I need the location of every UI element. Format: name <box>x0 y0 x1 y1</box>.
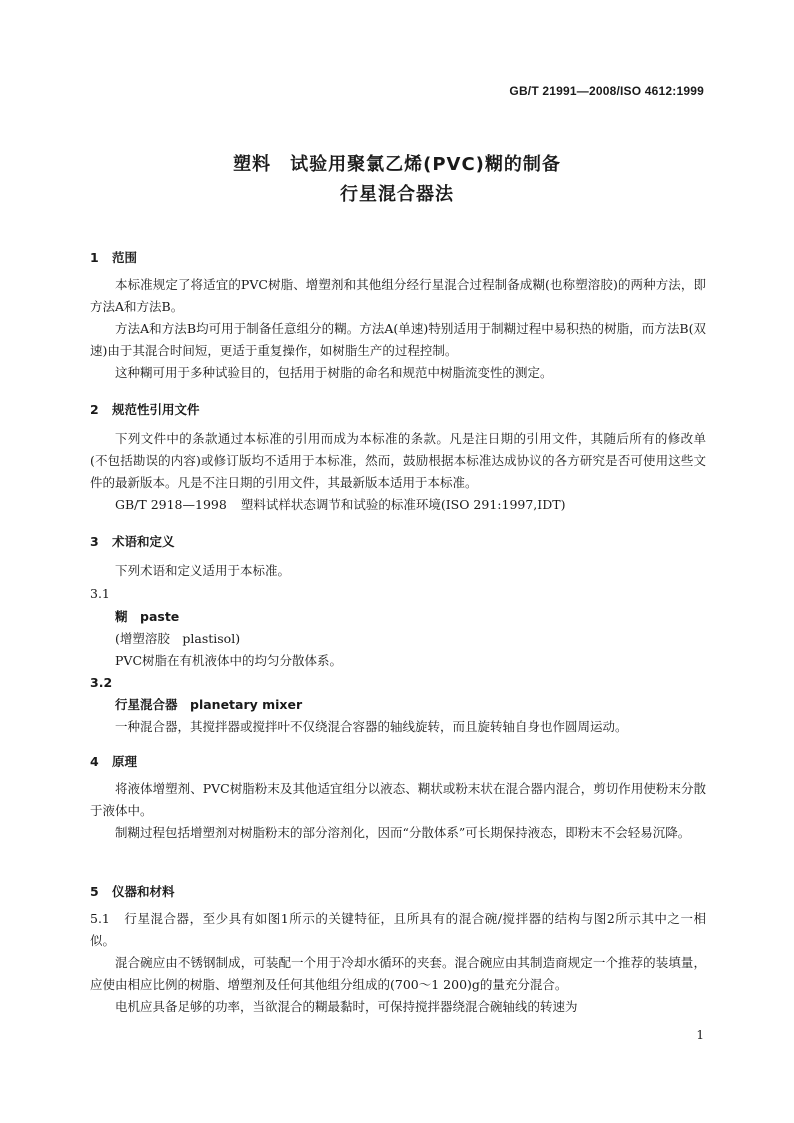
section-title: 规范性引用文件 <box>112 402 200 417</box>
paragraph: 方法A和方法B均可用于制备任意组分的糊。方法A(单速)特别适用于制糊过程中易积热的树脂，而方法B(双速)由于其混合时间短，更适于重复操作，如树脂生产的过程控制。 <box>90 321 706 358</box>
section-title: 仪器和材料 <box>112 884 175 899</box>
term-heading: 行星混合器 planetary mixer <box>115 697 303 712</box>
paragraph: 混合碗应由不锈钢制成，可装配一个用于冷却水循环的夹套。混合碗应由其制造商规定一个推荐的装填量，应使由相应比例的树脂、增塑剂及任何其他组分组成的(700～1 200)g的量充分混合。 <box>90 955 706 992</box>
section-number: 5 <box>90 884 99 899</box>
paragraph: 下列文件中的条款通过本标准的引用而成为本标准的条款。凡是注日期的引用文件，其随后所有的修改单(不包括勘误的内容)或修订版均不适用于本标准，然而，鼓励根据本标准达成协议的各方研究是否可使用这些文件的最新版本。凡是不注日期的引用文件，其最新版本适用于本标准。 <box>90 431 706 490</box>
standard-code: GB/T 21991—2008/ISO 4612:1999 <box>509 84 704 98</box>
section-4-heading <box>90 752 137 770</box>
normative-reference <box>115 494 731 516</box>
clause-number: 3.2 <box>90 675 113 690</box>
term-synonym: (增塑溶胶 plastisol) <box>115 631 241 646</box>
term-definition: 一种混合器，其搅拌器或搅拌叶不仅绕混合容器的轴线旋转，而且旋转轴自身也作圆周运动。 <box>115 719 628 734</box>
clause-5-1 <box>90 908 706 952</box>
section-number: 3 <box>90 534 99 549</box>
document-subtitle: 行星混合器法 <box>340 184 454 205</box>
paragraph: 电机应具备足够的功率，当欲混合的糊最黏时，可保持搅拌器绕混合碗轴线的转速为 <box>115 999 578 1014</box>
page-number: 1 <box>696 1028 704 1042</box>
paragraph: 制糊过程包括增塑剂对树脂粉末的部分溶剂化，因而“分散体系”可长期保持液态，即粉末不会轻易沉降。 <box>115 825 691 840</box>
clause-number: 5.1 <box>90 911 110 926</box>
paragraph: 下列术语和定义适用于本标准。 <box>115 563 291 578</box>
paragraph: 本标准规定了将适宜的PVC树脂、增塑剂和其他组分经行星混合过程制备成糊(也称塑溶胶)的两种方法，即方法A和方法B。 <box>90 277 706 314</box>
section-3-heading <box>90 532 175 550</box>
section-title: 范围 <box>112 250 138 265</box>
reference-code: GB/T 2918—1998 <box>115 497 227 512</box>
paragraph: 这种糊可用于多种试验目的，包括用于树脂的命名和规范中树脂流变性的测定。 <box>115 365 553 380</box>
clause-text: 行星混合器，至少具有如图1所示的关键特征，且所具有的混合碗/搅拌器的结构与图2所示其中之一相似。 <box>90 911 706 948</box>
section-title: 术语和定义 <box>112 534 175 549</box>
section-2-heading <box>90 400 200 418</box>
section-title: 原理 <box>112 754 138 769</box>
section-number: 1 <box>90 250 99 265</box>
section-1-heading <box>90 248 137 266</box>
document-title: 塑料 试验用聚氯乙烯(PVC)糊的制备 <box>233 154 561 175</box>
paragraph: 将液体增塑剂、PVC树脂粉末及其他适宜组分以液态、糊状或粉末状在混合器内混合，剪切作用使粉末分散于液体中。 <box>90 781 706 818</box>
reference-title: 塑料试样状态调节和试验的标准环境(ISO 291:1997,IDT) <box>240 497 566 512</box>
section-5-heading <box>90 882 175 900</box>
section-number: 2 <box>90 402 99 417</box>
section-number: 4 <box>90 754 99 769</box>
clause-number: 3.1 <box>90 586 110 601</box>
term-heading: 糊 paste <box>115 609 180 624</box>
term-definition: PVC树脂在有机液体中的均匀分散体系。 <box>115 653 343 668</box>
